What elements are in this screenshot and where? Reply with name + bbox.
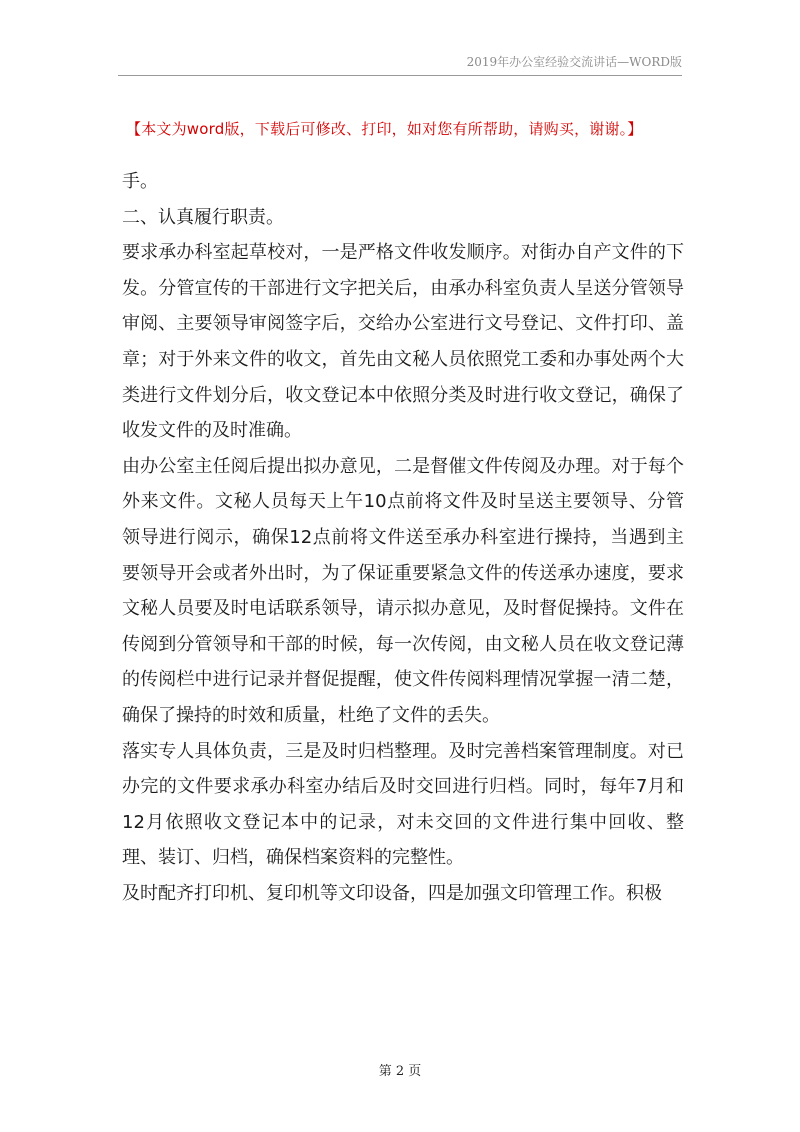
header-title: 2019年办公室经验交流讲话—WORD版 xyxy=(466,55,682,69)
paragraph: 二、认真履行职责。 xyxy=(122,206,284,228)
header-divider xyxy=(118,75,682,76)
paragraph: 由办公室主任阅后提出拟办意见，二是督催文件传阅及办理。对于每个外来文件。文秘人员每天上午10点前将文件及时呈送主要领导、分管领导进行阅示，确保12点前将文件送至承办科室进行操持，当遇到主要领导开会或者外出时，为了保证重要紧急文件的传送承办速度，要求文秘人员要及时电话联系领导，请示拟办意见，及时督促操持。文件在传阅到分管领导和干部的时候，每一次传阅，由文秘人员在收文登记薄的传阅栏中进行记录并督促提醒，使文件传阅料理情况掌握一清二楚，确保了操持的时效和质量，杜绝了文件的丢失。 xyxy=(122,455,684,726)
document-body xyxy=(122,164,684,911)
purchase-notice: 【本文为word版，下载后可修改、打印，如对您有所帮助，请购买，谢谢。】 xyxy=(126,120,643,138)
paragraph: 要求承办科室起草校对，一是严格文件收发顺序。对街办自产文件的下发。分管宣传的干部进行文字把关后，由承办科室负责人呈送分管领导审阅、主要领导审阅签字后，交给办公室进行文号登记、文件打印、盖章；对于外来文件的收文，首先由文秘人员依照党工委和办事处两个大类进行文件划分后，收文登记本中依照分类及时进行收文登记，确保了收发文件的及时准确。 xyxy=(122,242,684,442)
page-number: 第 2 页 xyxy=(378,1064,422,1079)
paragraph: 落实专人具体负责，三是及时归档整理。及时完善档案管理制度。对已办完的文件要求承办科室办结后及时交回进行归档。同时，每年7月和12月依照收文登记本中的记录，对未交回的文件进行集中回收、整理、装订、归档，确保档案资料的完整性。 xyxy=(122,740,684,869)
paragraph: 手。 xyxy=(122,171,158,192)
paragraph: 及时配齐打印机、复印机等文印设备，四是加强文印管理工作。积极 xyxy=(122,882,662,904)
